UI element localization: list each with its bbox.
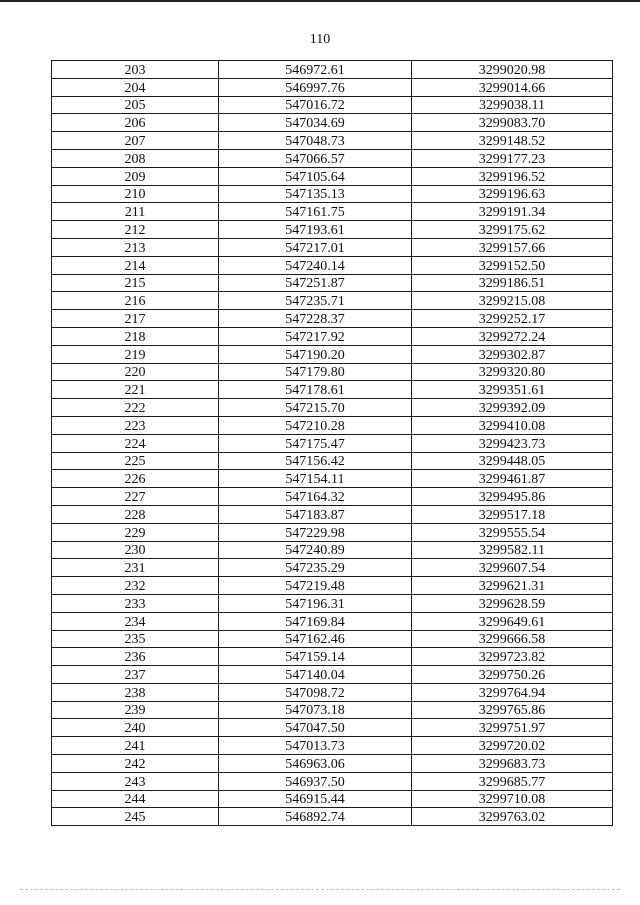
point-number-cell: 222	[52, 399, 219, 417]
y-coordinate-cell: 3299020.98	[412, 61, 613, 79]
point-number-cell: 245	[52, 808, 219, 826]
x-coordinate-cell: 547228.37	[219, 310, 412, 328]
point-number-cell: 236	[52, 648, 219, 666]
table-row	[52, 274, 613, 292]
point-number-cell: 242	[52, 755, 219, 773]
table-row	[52, 470, 613, 488]
coordinates-table	[51, 60, 613, 826]
y-coordinate-cell: 3299302.87	[412, 345, 613, 363]
table-row	[52, 96, 613, 114]
x-coordinate-cell: 547193.61	[219, 221, 412, 239]
x-coordinate-cell: 547235.71	[219, 292, 412, 310]
y-coordinate-cell: 3299628.59	[412, 594, 613, 612]
x-coordinate-cell: 547135.13	[219, 185, 412, 203]
point-number-cell: 210	[52, 185, 219, 203]
table-row	[52, 488, 613, 506]
page-number: 110	[309, 32, 331, 47]
table-row	[52, 452, 613, 470]
y-coordinate-cell: 3299685.77	[412, 772, 613, 790]
table-row	[52, 648, 613, 666]
y-coordinate-cell: 3299448.05	[412, 452, 613, 470]
table-row	[52, 256, 613, 274]
point-number-cell: 241	[52, 737, 219, 755]
x-coordinate-cell: 547179.80	[219, 363, 412, 381]
x-coordinate-cell: 547034.69	[219, 114, 412, 132]
x-coordinate-cell: 547196.31	[219, 594, 412, 612]
point-number-cell: 226	[52, 470, 219, 488]
y-coordinate-cell: 3299582.11	[412, 541, 613, 559]
table-row	[52, 737, 613, 755]
x-coordinate-cell: 547240.89	[219, 541, 412, 559]
table-row	[52, 363, 613, 381]
y-coordinate-cell: 3299555.54	[412, 523, 613, 541]
y-coordinate-cell: 3299495.86	[412, 488, 613, 506]
x-coordinate-cell: 547105.64	[219, 167, 412, 185]
table-row	[52, 755, 613, 773]
y-coordinate-cell: 3299272.24	[412, 327, 613, 345]
x-coordinate-cell: 546915.44	[219, 790, 412, 808]
point-number-cell: 221	[52, 381, 219, 399]
y-coordinate-cell: 3299765.86	[412, 701, 613, 719]
y-coordinate-cell: 3299720.02	[412, 737, 613, 755]
point-number-cell: 237	[52, 666, 219, 684]
point-number-cell: 206	[52, 114, 219, 132]
x-coordinate-cell: 547154.11	[219, 470, 412, 488]
table-row	[52, 381, 613, 399]
table-row	[52, 203, 613, 221]
y-coordinate-cell: 3299751.97	[412, 719, 613, 737]
y-coordinate-cell: 3299191.34	[412, 203, 613, 221]
point-number-cell: 232	[52, 577, 219, 595]
point-number-cell: 227	[52, 488, 219, 506]
table-row	[52, 221, 613, 239]
point-number-cell: 218	[52, 327, 219, 345]
point-number-cell: 231	[52, 559, 219, 577]
point-number-cell: 219	[52, 345, 219, 363]
x-coordinate-cell: 547215.70	[219, 399, 412, 417]
x-coordinate-cell: 547161.75	[219, 203, 412, 221]
y-coordinate-cell: 3299252.17	[412, 310, 613, 328]
x-coordinate-cell: 547190.20	[219, 345, 412, 363]
table-row	[52, 701, 613, 719]
point-number-cell: 208	[52, 149, 219, 167]
y-coordinate-cell: 3299320.80	[412, 363, 613, 381]
x-coordinate-cell: 547013.73	[219, 737, 412, 755]
point-number-cell: 207	[52, 132, 219, 150]
point-number-cell: 214	[52, 256, 219, 274]
table-row	[52, 505, 613, 523]
point-number-cell: 225	[52, 452, 219, 470]
x-coordinate-cell: 547175.47	[219, 434, 412, 452]
x-coordinate-cell: 547047.50	[219, 719, 412, 737]
point-number-cell: 209	[52, 167, 219, 185]
table-row	[52, 399, 613, 417]
point-number-cell: 244	[52, 790, 219, 808]
table-row	[52, 132, 613, 150]
y-coordinate-cell: 3299621.31	[412, 577, 613, 595]
table-row	[52, 185, 613, 203]
y-coordinate-cell: 3299517.18	[412, 505, 613, 523]
table-row	[52, 790, 613, 808]
x-coordinate-cell: 547156.42	[219, 452, 412, 470]
y-coordinate-cell: 3299177.23	[412, 149, 613, 167]
point-number-cell: 213	[52, 238, 219, 256]
point-number-cell: 216	[52, 292, 219, 310]
point-number-cell: 223	[52, 416, 219, 434]
y-coordinate-cell: 3299723.82	[412, 648, 613, 666]
table-row	[52, 238, 613, 256]
x-coordinate-cell: 547164.32	[219, 488, 412, 506]
point-number-cell: 203	[52, 61, 219, 79]
y-coordinate-cell: 3299038.11	[412, 96, 613, 114]
y-coordinate-cell: 3299683.73	[412, 755, 613, 773]
point-number-cell: 238	[52, 683, 219, 701]
table-row	[52, 594, 613, 612]
x-coordinate-cell: 546997.76	[219, 78, 412, 96]
table-row	[52, 577, 613, 595]
table-row	[52, 167, 613, 185]
point-number-cell: 243	[52, 772, 219, 790]
table-row	[52, 61, 613, 79]
y-coordinate-cell: 3299750.26	[412, 666, 613, 684]
point-number-cell: 204	[52, 78, 219, 96]
x-coordinate-cell: 547229.98	[219, 523, 412, 541]
point-number-cell: 239	[52, 701, 219, 719]
coordinates-table-body	[52, 61, 613, 826]
table-row	[52, 630, 613, 648]
x-coordinate-cell: 547219.48	[219, 577, 412, 595]
table-row	[52, 434, 613, 452]
y-coordinate-cell: 3299351.61	[412, 381, 613, 399]
x-coordinate-cell: 547048.73	[219, 132, 412, 150]
table-row	[52, 666, 613, 684]
y-coordinate-cell: 3299410.08	[412, 416, 613, 434]
x-coordinate-cell: 547217.92	[219, 327, 412, 345]
x-coordinate-cell: 547098.72	[219, 683, 412, 701]
x-coordinate-cell: 547210.28	[219, 416, 412, 434]
table-row	[52, 78, 613, 96]
x-coordinate-cell: 547251.87	[219, 274, 412, 292]
y-coordinate-cell: 3299215.08	[412, 292, 613, 310]
point-number-cell: 217	[52, 310, 219, 328]
x-coordinate-cell: 546892.74	[219, 808, 412, 826]
point-number-cell: 229	[52, 523, 219, 541]
y-coordinate-cell: 3299196.52	[412, 167, 613, 185]
table-row	[52, 523, 613, 541]
x-coordinate-cell: 546963.06	[219, 755, 412, 773]
x-coordinate-cell: 547140.04	[219, 666, 412, 684]
y-coordinate-cell: 3299607.54	[412, 559, 613, 577]
table-row	[52, 559, 613, 577]
x-coordinate-cell: 547183.87	[219, 505, 412, 523]
x-coordinate-cell: 547240.14	[219, 256, 412, 274]
y-coordinate-cell: 3299014.66	[412, 78, 613, 96]
point-number-cell: 212	[52, 221, 219, 239]
y-coordinate-cell: 3299148.52	[412, 132, 613, 150]
x-coordinate-cell: 547159.14	[219, 648, 412, 666]
bottom-scan-artifact	[20, 889, 620, 891]
point-number-cell: 215	[52, 274, 219, 292]
y-coordinate-cell: 3299196.63	[412, 185, 613, 203]
y-coordinate-cell: 3299764.94	[412, 683, 613, 701]
table-row	[52, 310, 613, 328]
y-coordinate-cell: 3299392.09	[412, 399, 613, 417]
y-coordinate-cell: 3299649.61	[412, 612, 613, 630]
y-coordinate-cell: 3299152.50	[412, 256, 613, 274]
table-row	[52, 114, 613, 132]
point-number-cell: 230	[52, 541, 219, 559]
table-row	[52, 683, 613, 701]
point-number-cell: 234	[52, 612, 219, 630]
point-number-cell: 233	[52, 594, 219, 612]
table-row	[52, 808, 613, 826]
table-row	[52, 719, 613, 737]
x-coordinate-cell: 547016.72	[219, 96, 412, 114]
point-number-cell: 220	[52, 363, 219, 381]
y-coordinate-cell: 3299175.62	[412, 221, 613, 239]
table-row	[52, 416, 613, 434]
table-row	[52, 541, 613, 559]
point-number-cell: 205	[52, 96, 219, 114]
point-number-cell: 235	[52, 630, 219, 648]
x-coordinate-cell: 547073.18	[219, 701, 412, 719]
point-number-cell: 240	[52, 719, 219, 737]
point-number-cell: 211	[52, 203, 219, 221]
x-coordinate-cell: 547169.84	[219, 612, 412, 630]
x-coordinate-cell: 547217.01	[219, 238, 412, 256]
x-coordinate-cell: 547178.61	[219, 381, 412, 399]
y-coordinate-cell: 3299666.58	[412, 630, 613, 648]
point-number-cell: 228	[52, 505, 219, 523]
table-row	[52, 327, 613, 345]
table-row	[52, 345, 613, 363]
table-row	[52, 612, 613, 630]
x-coordinate-cell: 547235.29	[219, 559, 412, 577]
y-coordinate-cell: 3299157.66	[412, 238, 613, 256]
y-coordinate-cell: 3299710.08	[412, 790, 613, 808]
y-coordinate-cell: 3299461.87	[412, 470, 613, 488]
y-coordinate-cell: 3299186.51	[412, 274, 613, 292]
x-coordinate-cell: 546937.50	[219, 772, 412, 790]
top-border-rule	[0, 0, 640, 2]
point-number-cell: 224	[52, 434, 219, 452]
x-coordinate-cell: 547066.57	[219, 149, 412, 167]
x-coordinate-cell: 546972.61	[219, 61, 412, 79]
y-coordinate-cell: 3299423.73	[412, 434, 613, 452]
y-coordinate-cell: 3299083.70	[412, 114, 613, 132]
table-row	[52, 772, 613, 790]
table-row	[52, 149, 613, 167]
y-coordinate-cell: 3299763.02	[412, 808, 613, 826]
table-row	[52, 292, 613, 310]
x-coordinate-cell: 547162.46	[219, 630, 412, 648]
